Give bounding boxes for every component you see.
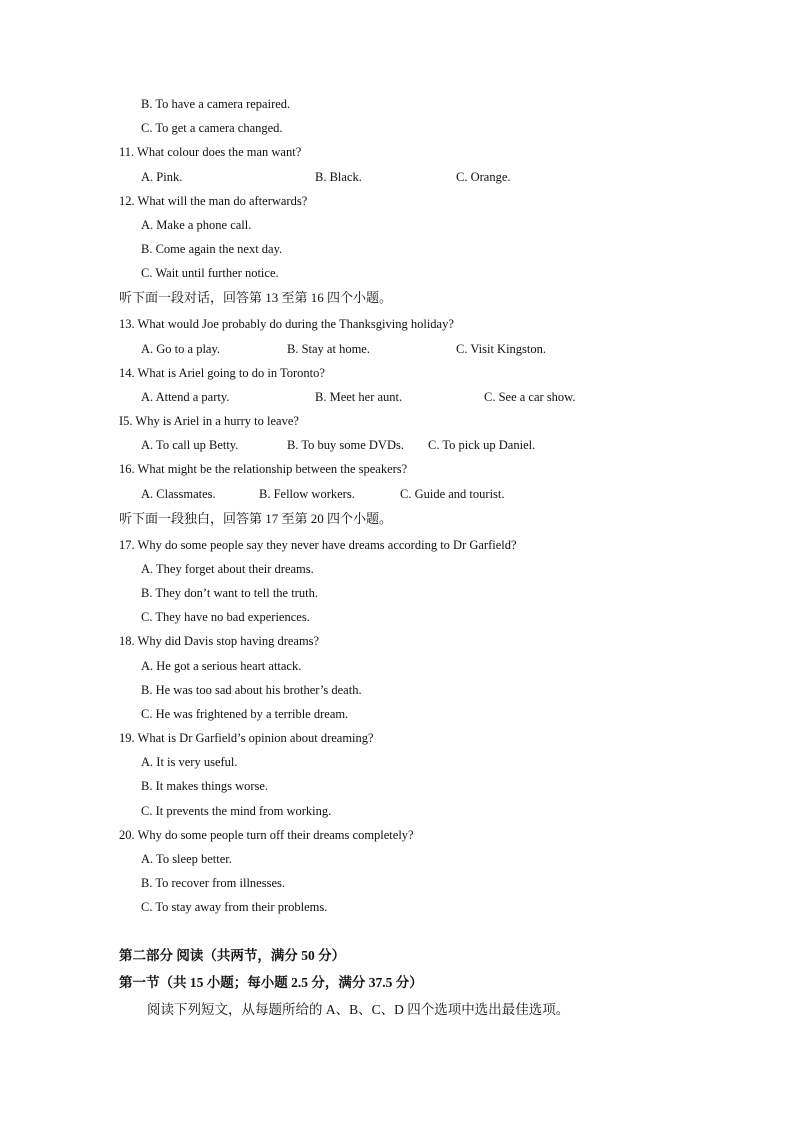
option-19c: C. It prevents the mind from working.: [141, 804, 332, 818]
option-17a: A. They forget about their dreams.: [141, 562, 314, 576]
option-15b: B. To buy some DVDs.: [287, 438, 404, 452]
option-11b: B. Black.: [315, 170, 362, 184]
option-11a: A. Pink.: [141, 170, 183, 184]
section-instruction-17-20: 听下面一段独白，回答第 17 至第 20 四个小题。: [119, 511, 393, 526]
option-13b: B. Stay at home.: [287, 342, 370, 356]
question-12: 12. What will the man do afterwards?: [119, 194, 308, 208]
option-16c: C. Guide and tourist.: [400, 487, 505, 501]
reading-instruction: 阅读下列短文，从每题所给的 A、B、C、D 四个选项中选出最佳选项。: [147, 1002, 570, 1017]
option-15a: A. To call up Betty.: [141, 438, 239, 452]
question-15: I5. Why is Ariel in a hurry to leave?: [119, 414, 299, 428]
option-12a: A. Make a phone call.: [141, 218, 252, 232]
section-instruction-13-16: 听下面一段对话，回答第 13 至第 16 四个小题。: [119, 290, 393, 305]
option-12c: C. Wait until further notice.: [141, 266, 279, 280]
option-18c: C. He was frightened by a terrible dream.: [141, 707, 349, 721]
option-19b: B. It makes things worse.: [141, 779, 269, 793]
option-10b: B. To have a camera repaired.: [141, 97, 291, 111]
option-14b: B. Meet her aunt.: [315, 390, 403, 404]
option-18b: B. He was too sad about his brother’s death.: [141, 683, 362, 697]
option-18a: A. He got a serious heart attack.: [141, 659, 302, 673]
question-20: 20. Why do some people turn off their dreams completely?: [119, 828, 414, 842]
section-one-heading: 第一节（共 15 小题；每小题 2.5 分，满分 37.5 分）: [119, 975, 423, 990]
option-20c: C. To stay away from their problems.: [141, 900, 328, 914]
part-two-heading: 第二部分 阅读（共两节，满分 50 分）: [119, 948, 346, 963]
option-13c: C. Visit Kingston.: [456, 342, 547, 356]
option-19a: A. It is very useful.: [141, 755, 238, 769]
option-15c: C. To pick up Daniel.: [428, 438, 536, 452]
question-13: 13. What would Joe probably do during the Thanksgiving holiday?: [119, 317, 454, 331]
question-19: 19. What is Dr Garfield’s opinion about dreaming?: [119, 731, 374, 745]
option-20b: B. To recover from illnesses.: [141, 876, 286, 890]
option-13a: A. Go to a play.: [141, 342, 221, 356]
option-16b: B. Fellow workers.: [259, 487, 355, 501]
option-14a: A. Attend a party.: [141, 390, 230, 404]
option-17c: C. They have no bad experiences.: [141, 610, 310, 624]
option-14c: C. See a car show.: [484, 390, 576, 404]
question-14: 14. What is Ariel going to do in Toronto?: [119, 366, 325, 380]
question-18: 18. Why did Davis stop having dreams?: [119, 634, 320, 648]
option-12b: B. Come again the next day.: [141, 242, 283, 256]
question-11: 11. What colour does the man want?: [119, 145, 302, 159]
option-10c: C. To get a camera changed.: [141, 121, 283, 135]
option-17b: B. They don’t want to tell the truth.: [141, 586, 318, 600]
option-16a: A. Classmates.: [141, 487, 216, 501]
option-11c: C. Orange.: [456, 170, 511, 184]
question-16: 16. What might be the relationship between the speakers?: [119, 462, 408, 476]
question-17: 17. Why do some people say they never have dreams according to Dr Garfield?: [119, 538, 517, 552]
option-20a: A. To sleep better.: [141, 852, 232, 866]
